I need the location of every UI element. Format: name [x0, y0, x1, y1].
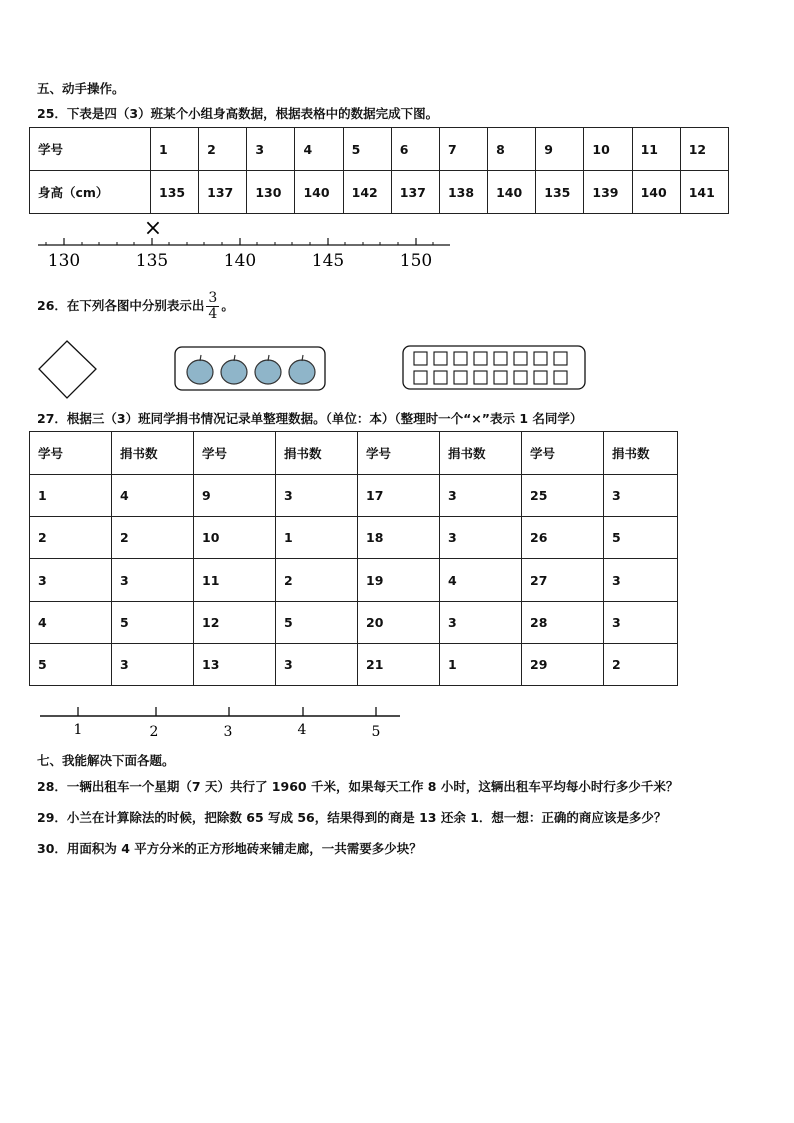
table-cell: 1	[30, 475, 112, 517]
table-cell: 3	[440, 475, 522, 517]
table-row	[30, 559, 678, 601]
table-cell: 3	[604, 475, 678, 517]
table-header-cell: 学号	[194, 432, 276, 475]
table-row	[30, 601, 678, 643]
table-cell: 140	[632, 171, 680, 214]
fraction-denominator: 4	[208, 306, 218, 322]
table-cell: 1	[440, 643, 522, 685]
table-header-row	[30, 432, 678, 475]
table-cell: 135	[536, 171, 584, 214]
axis-tick-label: 1	[73, 722, 83, 738]
axis-tick-label: 2	[149, 724, 159, 740]
table-cell: 21	[358, 643, 440, 685]
table-row	[30, 128, 729, 171]
table-cell: 5	[30, 643, 112, 685]
table-cell: 141	[680, 171, 728, 214]
axis-tick-label: 5	[371, 724, 381, 740]
table-cell: 3	[276, 475, 358, 517]
table-cell: 11	[632, 128, 680, 171]
height-table	[29, 127, 729, 214]
axis-tick-label: 3	[223, 724, 233, 740]
axis-tick-label: 4	[297, 722, 307, 738]
table-cell: 8	[488, 128, 536, 171]
question-26-text	[37, 288, 234, 324]
question-26-prefix: 26．在下列各图中分别表示出	[37, 298, 205, 313]
table-cell: 4	[295, 128, 343, 171]
table-header-cell: 学号	[30, 432, 112, 475]
table-cell: 135	[151, 171, 199, 214]
diamond-figure	[36, 338, 100, 402]
table-cell: 140	[488, 171, 536, 214]
table-row	[30, 643, 678, 685]
book-count-number-line	[36, 700, 406, 744]
axis-tick-label: 135	[135, 251, 169, 271]
table-cell: 2	[276, 559, 358, 601]
question-29-text: 29．小兰在计算除法的时候，把除数 65 写成 56，结果得到的商是 13 还余 1．想一想：正确的商应该是多少？	[37, 810, 667, 825]
table-row	[30, 517, 678, 559]
squares-grid-figure	[401, 344, 589, 392]
fraction-numerator: 3	[208, 290, 218, 306]
table-cell: 137	[199, 171, 247, 214]
table-cell: 29	[522, 643, 604, 685]
table-cell: 4	[112, 475, 194, 517]
question-27-text: 27．根据三（3）班同学捐书情况记录单整理数据。（单位：本）（整理时一个“×”表示 1 名同学）	[37, 411, 583, 426]
table-cell: 9	[194, 475, 276, 517]
axis-tick-label: 145	[311, 251, 345, 271]
book-donation-table	[29, 431, 678, 686]
table-cell: 10	[584, 128, 632, 171]
axis-tick-label: 150	[399, 251, 433, 271]
table-cell: 10	[194, 517, 276, 559]
question-30-text: 30．用面积为 4 平方分米的正方形地砖来铺走廊，一共需要多少块？	[37, 841, 422, 856]
table-cell-label: 身高（cm）	[30, 171, 151, 214]
table-cell: 6	[391, 128, 439, 171]
axis-tick-label: 130	[47, 251, 81, 271]
table-cell-label: 学号	[30, 128, 151, 171]
table-cell: 2	[112, 517, 194, 559]
axis-tick-label: 140	[223, 251, 257, 271]
table-cell: 130	[247, 171, 295, 214]
table-cell: 5	[276, 601, 358, 643]
table-cell: 13	[194, 643, 276, 685]
apples-figure	[173, 345, 329, 393]
table-cell: 9	[536, 128, 584, 171]
table-header-cell: 学号	[358, 432, 440, 475]
table-cell: 3	[440, 517, 522, 559]
table-cell: 18	[358, 517, 440, 559]
table-header-cell: 捐书数	[440, 432, 522, 475]
table-cell: 139	[584, 171, 632, 214]
section-heading-7: 七、我能解决下面各题。	[37, 753, 175, 768]
table-cell: 3	[112, 643, 194, 685]
table-cell: 138	[439, 171, 487, 214]
question-26-suffix: 。	[221, 298, 234, 313]
table-cell: 27	[522, 559, 604, 601]
table-cell: 4	[440, 559, 522, 601]
height-number-line	[30, 218, 460, 272]
table-cell: 12	[194, 601, 276, 643]
table-cell: 3	[604, 601, 678, 643]
table-cell: 1	[151, 128, 199, 171]
table-cell: 3	[276, 643, 358, 685]
section-heading-5: 五、动手操作。	[37, 81, 125, 96]
table-cell: 3	[440, 601, 522, 643]
table-cell: 12	[680, 128, 728, 171]
table-header-cell: 捐书数	[276, 432, 358, 475]
table-cell: 5	[604, 517, 678, 559]
table-cell: 4	[30, 601, 112, 643]
table-header-cell: 捐书数	[604, 432, 678, 475]
table-cell: 2	[604, 643, 678, 685]
table-cell: 11	[194, 559, 276, 601]
question-25-text: 25．下表是四（3）班某个小组身高数据，根据表格中的数据完成下图。	[37, 106, 439, 121]
fraction-three-quarters	[206, 291, 219, 322]
table-cell: 3	[247, 128, 295, 171]
table-cell: 28	[522, 601, 604, 643]
table-cell: 5	[343, 128, 391, 171]
table-cell: 3	[604, 559, 678, 601]
table-cell: 142	[343, 171, 391, 214]
table-cell: 3	[112, 559, 194, 601]
table-cell: 1	[276, 517, 358, 559]
table-header-cell: 学号	[522, 432, 604, 475]
table-cell: 20	[358, 601, 440, 643]
table-cell: 5	[112, 601, 194, 643]
table-row	[30, 171, 729, 214]
table-header-cell: 捐书数	[112, 432, 194, 475]
example-x-mark: ×	[143, 218, 163, 241]
table-cell: 17	[358, 475, 440, 517]
table-cell: 2	[30, 517, 112, 559]
table-cell: 140	[295, 171, 343, 214]
table-cell: 3	[30, 559, 112, 601]
table-cell: 2	[199, 128, 247, 171]
table-cell: 26	[522, 517, 604, 559]
table-cell: 25	[522, 475, 604, 517]
table-cell: 19	[358, 559, 440, 601]
table-row	[30, 475, 678, 517]
table-cell: 7	[439, 128, 487, 171]
question-28-text: 28．一辆出租车一个星期（7 天）共行了 1960 千米，如果每天工作 8 小时，这辆出租车平均每小时行多少千米？	[37, 779, 679, 794]
table-cell: 137	[391, 171, 439, 214]
